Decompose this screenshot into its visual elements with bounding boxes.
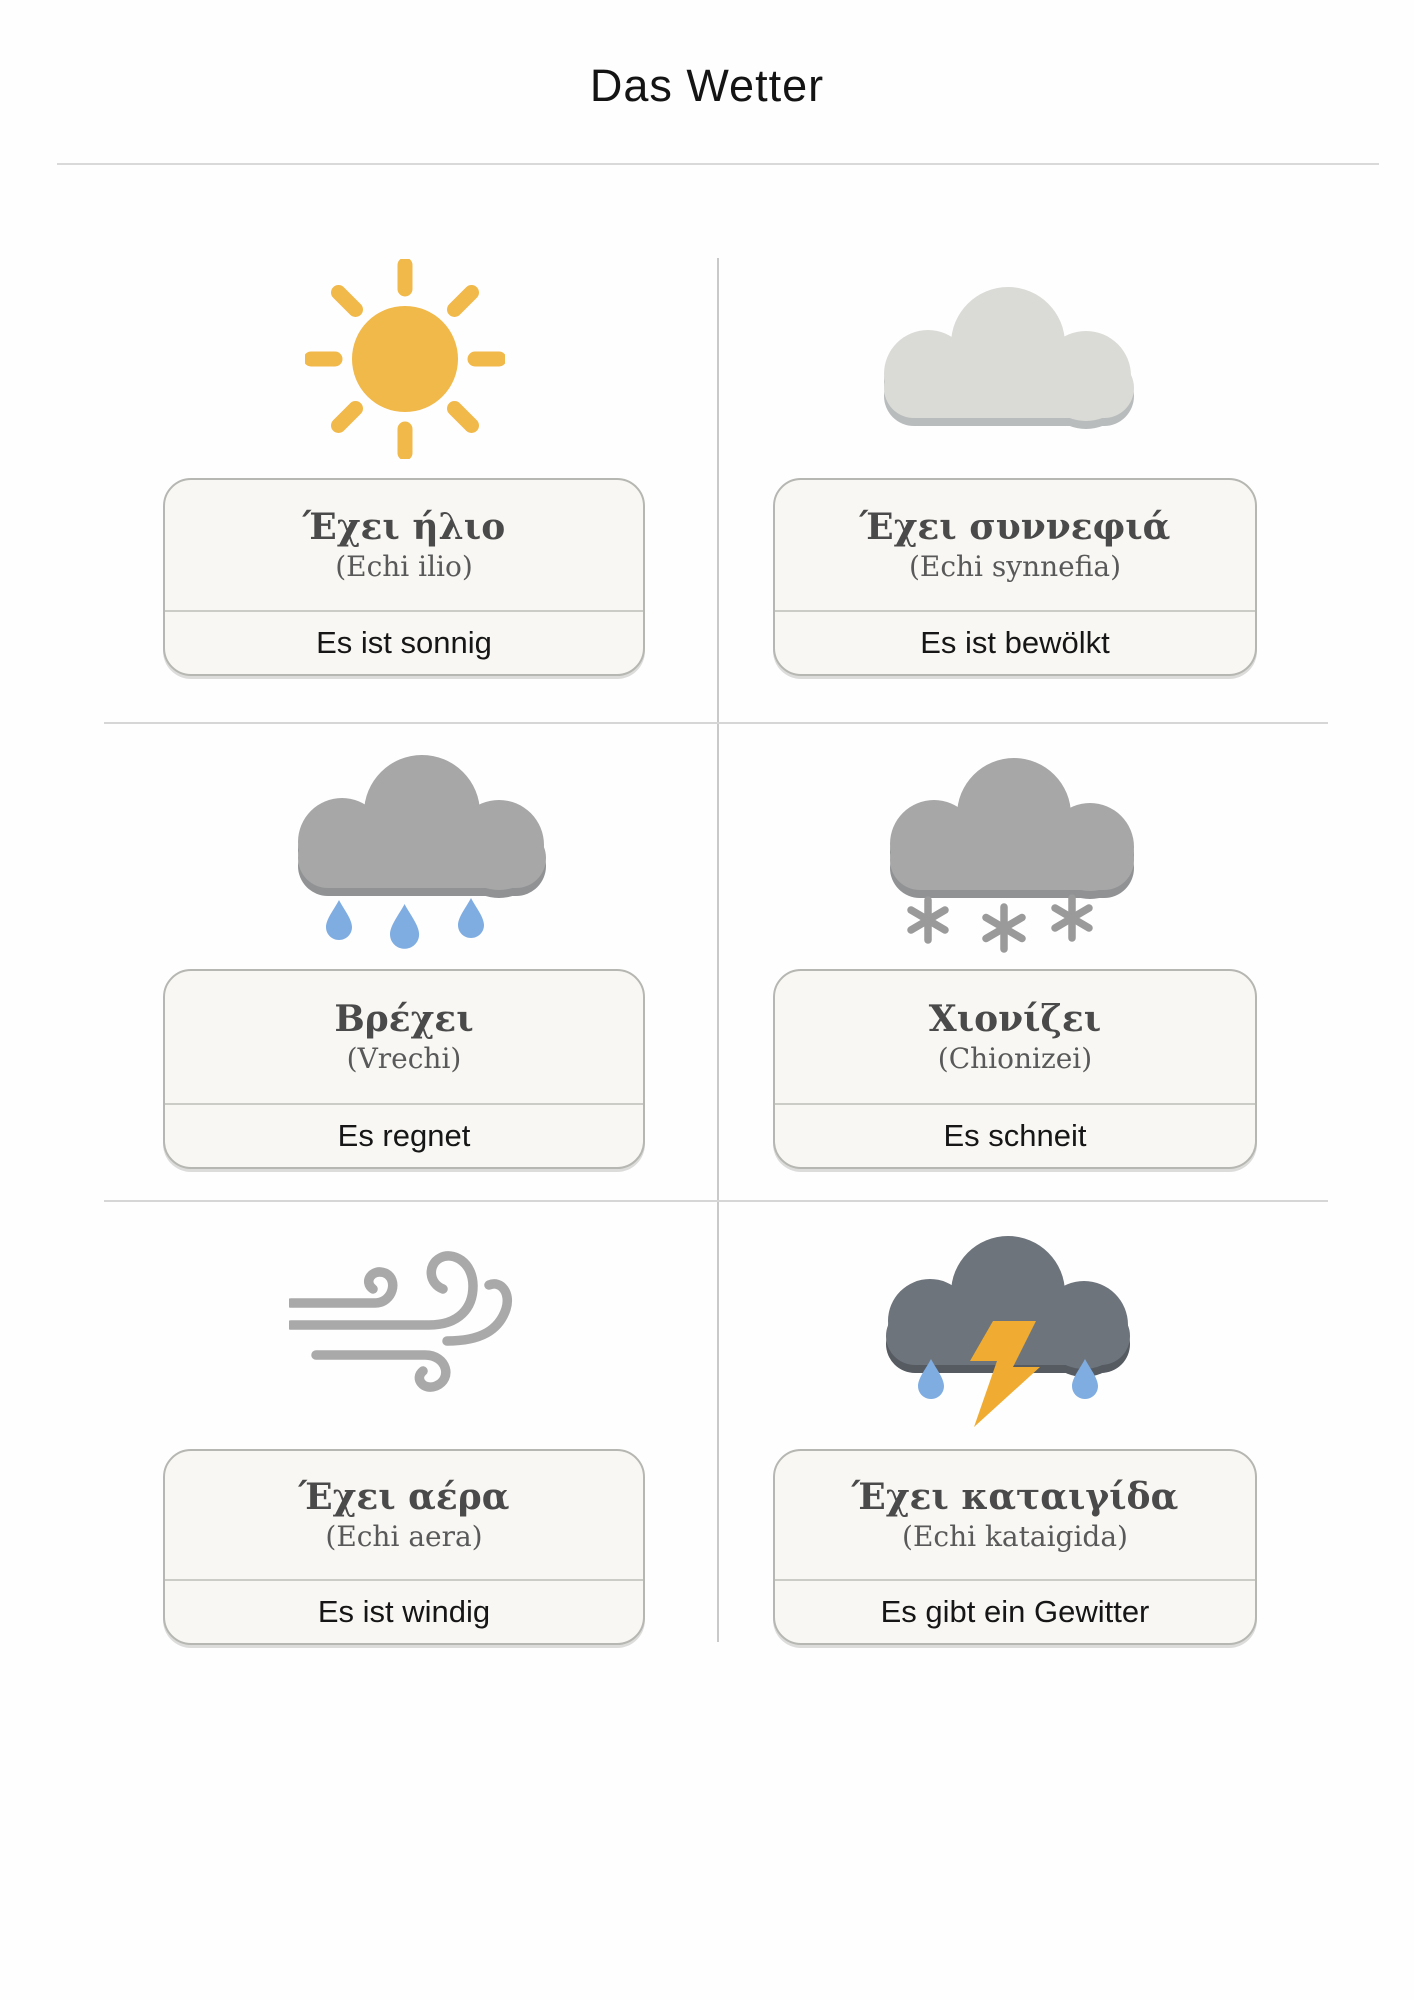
card-greek-section (165, 971, 643, 1105)
transliteration: (Chionizei) (937, 1042, 1093, 1076)
snowflakes (911, 898, 1089, 949)
card-german-section (775, 1105, 1255, 1167)
weather-card-sunny (163, 478, 645, 676)
card-greek-section (775, 480, 1255, 612)
german-translation: Es schneit (943, 1118, 1087, 1153)
card-german-section (775, 612, 1255, 674)
card-greek-section (775, 971, 1255, 1105)
card-german-section (165, 1105, 643, 1167)
greek-phrase: Έχει συννεφιά (859, 506, 1171, 549)
weather-card-storm (773, 1449, 1257, 1645)
greek-phrase: Έχει αέρα (298, 1476, 510, 1519)
card-greek-section (775, 1451, 1255, 1581)
grid-horizontal-divider-1 (104, 722, 1328, 724)
card-german-section (165, 1581, 643, 1643)
greek-phrase: Έχει καταιγίδα (851, 1476, 1179, 1519)
german-translation: Es ist windig (317, 1594, 491, 1629)
storm-cloud-icon (860, 1233, 1150, 1429)
snow-cloud-icon (862, 754, 1144, 954)
german-translation: Es regnet (337, 1118, 471, 1153)
grid-vertical-divider (717, 258, 719, 1642)
grid-horizontal-divider-2 (104, 1200, 1328, 1202)
sun-icon (305, 259, 505, 459)
card-greek-section (165, 1451, 643, 1581)
title-divider (57, 163, 1379, 165)
weather-card-rain (163, 969, 645, 1169)
transliteration: (Echi ilio) (335, 550, 473, 584)
transliteration: (Echi synnefia) (908, 550, 1122, 584)
card-german-section (165, 612, 643, 674)
transliteration: (Echi aera) (325, 1520, 483, 1554)
page-title: Das Wetter (589, 60, 825, 111)
german-translation: Es gibt ein Gewitter (880, 1594, 1150, 1629)
cloud-icon (858, 284, 1150, 432)
greek-phrase: Έχει ήλιο (302, 506, 506, 549)
greek-phrase: Βρέχει (334, 998, 474, 1041)
card-greek-section (165, 480, 643, 612)
rain-cloud-icon (272, 752, 550, 956)
card-german-section (775, 1581, 1255, 1643)
weather-card-snow (773, 969, 1257, 1169)
greek-phrase: Χιονίζει (928, 998, 1102, 1041)
weather-card-wind (163, 1449, 645, 1645)
transliteration: (Vrechi) (346, 1042, 462, 1076)
german-translation: Es ist sonnig (316, 625, 492, 660)
german-translation: Es ist bewölkt (920, 625, 1110, 660)
wind-icon (289, 1246, 521, 1398)
weather-card-cloudy (773, 478, 1257, 676)
transliteration: (Echi kataigida) (902, 1520, 1128, 1554)
